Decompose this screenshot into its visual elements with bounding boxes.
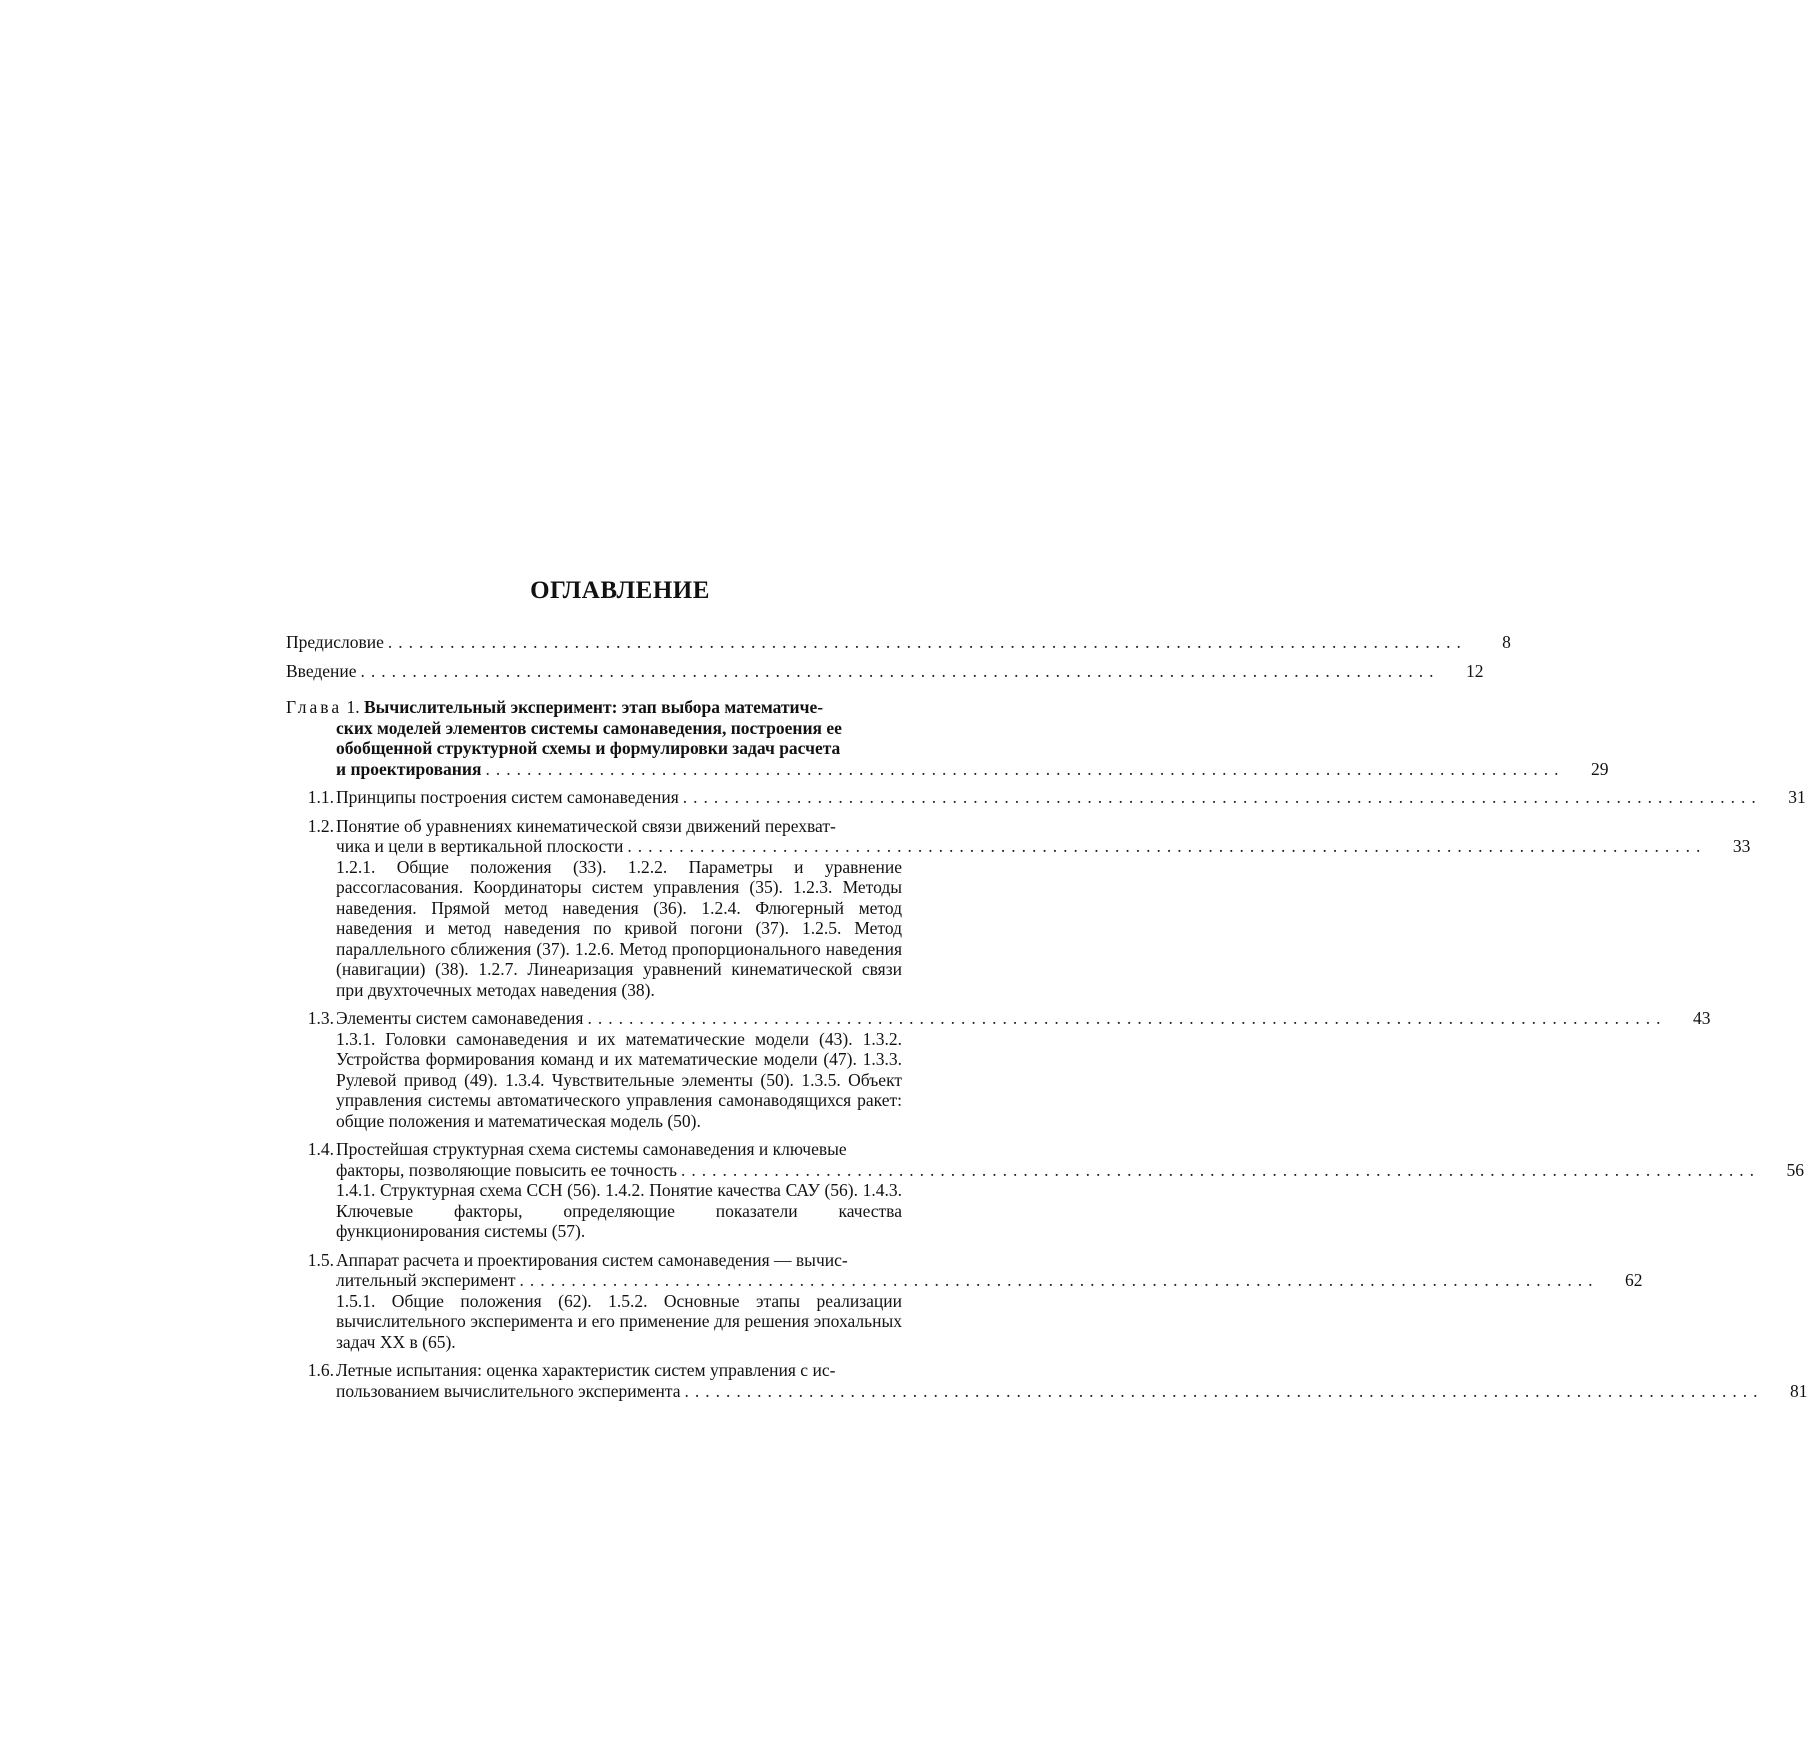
chapter-title-line: Вычислительный эксперимент: этап выбора математиче- [363, 697, 824, 717]
subsection-list: 1.5.1. Общие положения (62). 1.5.2. Основные этапы реализации вычислительного эксперимента и его применение для решения эпохальных задач XX в (65). [336, 1290, 902, 1352]
page-number: 29 [1590, 758, 1609, 779]
leader-dots: ........................................................................................................ [682, 787, 1762, 807]
section-title: Понятие об уравнениях кинематической связи движений перехват- [336, 815, 836, 836]
subsection-list: 1.4.1. Структурная схема ССН (56). 1.4.2. Понятие качества САУ (56). 1.4.3. Ключевые факторы, определяющие показатели качества функционирования системы (57). [336, 1180, 902, 1241]
entry-label: Введение [286, 660, 357, 681]
chapter-title-line: обобщенной структурной схемы и формулировки задач расчета [336, 738, 841, 758]
section-title: факторы, позволяющие повысить ее точность [336, 1159, 677, 1180]
page-number: 43 [1692, 1008, 1711, 1028]
page-number: 12 [1466, 660, 1484, 681]
leader-dots: ........................................................................................................ [684, 1380, 1764, 1401]
section-title: Летные испытания: оценка характеристик систем управления с ис- [336, 1360, 836, 1380]
chapter-title-line: и проектирования [336, 758, 482, 779]
toc-entry-section-1-5[interactable] [286, 1249, 1643, 1353]
leader-dots: ........................................................................................................ [627, 836, 1707, 856]
section-title: чика и цели в вертикальной плоскости [336, 836, 624, 856]
section-number: 1.3. [307, 1008, 334, 1028]
section-number: 1.1. [307, 787, 334, 807]
section-title: пользованием вычислительного эксперимента [336, 1380, 681, 1401]
chapter-label: Глава [286, 697, 343, 717]
leader-dots: ........................................................................................................ [387, 632, 1467, 652]
page-number: 81 [1790, 1380, 1808, 1401]
entry-label: Предисловие [286, 632, 384, 652]
toc-entry-section-1-4[interactable] [286, 1139, 1804, 1242]
leader-dots: ........................................................................................................ [360, 660, 1440, 681]
leader-dots: ........................................................................................................ [680, 1159, 1760, 1180]
leader-dots: ........................................................................................................ [587, 1008, 1667, 1028]
toc-entry-introduction[interactable] [286, 660, 1484, 682]
table-of-contents [286, 632, 1808, 1409]
subsection-list: 1.3.1. Головки самонаведения и их математические модели (43). 1.3.2. Устройства формирования команд и их математические модели (47). 1.3.3. Рулевой привод (49). 1.3.4. Чувствительные элементы (50). 1.3.5. Объект управления системы автоматического управления самонаводящихся ракет: общие положения и математическая модель (50). [336, 1028, 902, 1131]
toc-entry-section-1-6[interactable] [286, 1360, 1808, 1401]
page-number: 62 [1625, 1270, 1643, 1290]
toc-entry-chapter-1[interactable] [286, 697, 1609, 779]
section-title: Простейшая структурная схема системы самонаведения и ключевые [336, 1139, 847, 1159]
page-number: 31 [1788, 787, 1806, 807]
page-number: 56 [1786, 1159, 1804, 1180]
chapter-number: 1. [346, 697, 360, 717]
toc-entry-section-1-3[interactable] [286, 1008, 1711, 1131]
section-number: 1.6. [307, 1360, 334, 1380]
section-number: 1.5. [307, 1249, 334, 1270]
toc-title: ОГЛАВЛЕНИЕ [530, 577, 710, 604]
subsection-list: 1.2.1. Общие положения (33). 1.2.2. Параметры и уравнение рассогласования. Координаторы систем управления (35). 1.2.3. Методы наведения. Прямой метод наведения (36). 1.2.4. Флюгерный метод наведения и метод наведения по кривой погони (37). 1.2.5. Метод параллельного сближения (37). 1.2.6. Метод пропорционального наведения (навигации) (38). 1.2.7. Линеаризация уравнений кинематической связи при двухточечных методах наведения (38). [336, 856, 902, 1000]
section-title: Аппарат расчета и проектирования систем самонаведения — вычис- [336, 1249, 848, 1270]
leader-dots: ........................................................................................................ [485, 758, 1565, 779]
section-title: Принципы построения систем самонаведения [336, 787, 679, 807]
toc-entry-section-1-2[interactable] [286, 815, 1751, 1001]
chapter-title-line: ских моделей элементов системы самонаведения, построения ее [336, 717, 842, 738]
section-title: лительный эксперимент [336, 1270, 516, 1290]
page-number: 33 [1732, 836, 1751, 856]
page-number: 8 [1502, 632, 1511, 652]
section-number: 1.2. [307, 815, 334, 836]
section-title: Элементы систем самонаведения [336, 1008, 584, 1028]
toc-entry-section-1-1[interactable] [286, 787, 1806, 808]
toc-entry-preface[interactable] [286, 632, 1511, 653]
section-number: 1.4. [307, 1139, 334, 1159]
leader-dots: ........................................................................................................ [519, 1270, 1599, 1290]
